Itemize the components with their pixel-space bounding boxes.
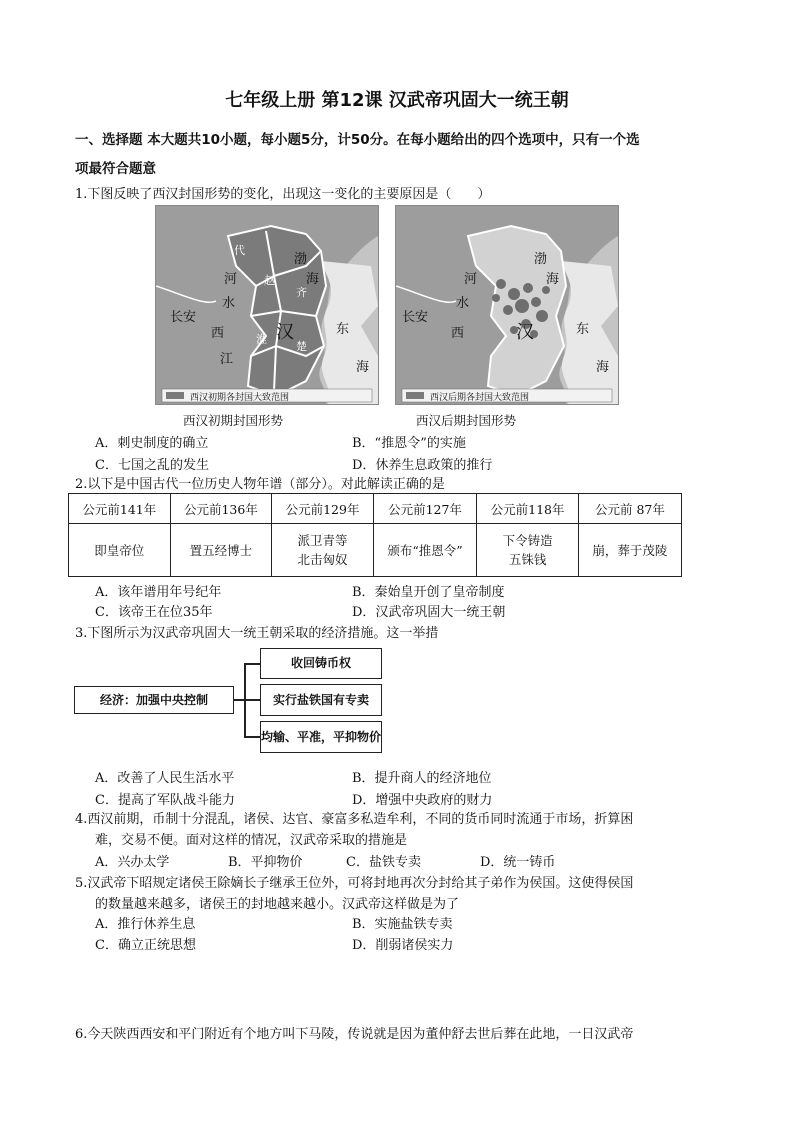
map-late-label-he: 河 — [464, 272, 478, 287]
chronology-year: 公元前118年 — [477, 494, 579, 524]
q1-option-a[interactable]: A．刺史制度的确立 — [95, 436, 209, 451]
q2-stem: 2.以下是中国古代一位历史人物年谱（部分）。对此解读正确的是 — [75, 477, 445, 492]
map-early-caption: 西汉初期封国形势 — [183, 413, 284, 428]
diagram-branch-box: 实行盐铁国有专卖 — [260, 684, 382, 716]
q1-option-d[interactable]: D．休养生息政策的推行 — [352, 458, 493, 473]
q2-option-c[interactable]: C．该帝王在位35年 — [95, 605, 213, 620]
chronology-event-text: 五铢钱 — [508, 552, 547, 567]
map-early-label-jiang: 江 — [220, 352, 234, 367]
chronology-table — [68, 493, 682, 577]
q4-option-b[interactable]: B．平抑物价 — [228, 855, 303, 870]
q2-option-a[interactable]: A．该年谱用年号纪年 — [95, 585, 222, 600]
q5-stem-line1: 5.汉武帝下昭规定诸侯王除嫡长子继承王位外，可将封地再次分封给其子弟作为侯国。这使得侯国 — [75, 876, 634, 891]
diagram-connector — [244, 736, 260, 738]
chronology-year: 公元前136年 — [170, 494, 272, 524]
chronology-event-text: 置五经博士 — [189, 542, 253, 558]
q3-option-c[interactable]: C．提高了军队战斗能力 — [95, 793, 235, 808]
chronology-event-text: 派卫青等 — [297, 533, 348, 548]
q5-stem-line2: 的数量越来越多，诸侯王的封地越来越小。汉武帝这样做是为了 — [95, 897, 460, 912]
map-early-label-changan: 长安 — [170, 310, 197, 325]
q3-option-b[interactable]: B．提升商人的经济地位 — [352, 771, 492, 786]
q4-option-c[interactable]: C．盐铁专卖 — [346, 855, 421, 870]
chronology-event — [578, 524, 681, 577]
chronology-event-text: 即皇帝位 — [94, 542, 145, 558]
chronology-event-text: 下令铸造 — [502, 533, 553, 548]
diagram-root-box: 经济：加强中央控制 — [74, 686, 234, 714]
chronology-event — [69, 524, 171, 577]
q3-option-d[interactable]: D．增强中央政府的财力 — [352, 793, 493, 808]
map-late-label-hai: 海 — [546, 272, 560, 287]
q5-option-b[interactable]: B．实施盐铁专卖 — [352, 917, 453, 932]
section-instruction-line1: 一、选择题 本大题共10小题，每小题5分，计50分。在每小题给出的四个选项中，只有一个选 — [75, 132, 640, 148]
q5-option-d[interactable]: D．削弱诸侯实力 — [352, 938, 454, 953]
map-early-western-han — [155, 205, 379, 405]
chronology-event-text: 颁布“推恩令” — [387, 542, 463, 558]
map-early-legend: 西汉初期各封国大致范围 — [190, 393, 290, 403]
map-early-label-xi: 西 — [211, 326, 225, 341]
chronology-event-text: 北击匈奴 — [297, 552, 348, 567]
map-early-graphic — [156, 206, 378, 404]
map-late-graphic — [396, 206, 618, 404]
chronology-year: 公元前129年 — [272, 494, 374, 524]
q4-option-a[interactable]: A．兴办太学 — [95, 855, 170, 870]
map-early-label-huainan: 淮 — [256, 333, 267, 346]
map-early-label-shui: 水 — [222, 296, 236, 311]
chronology-year: 公元前127年 — [373, 494, 476, 524]
map-early-label-dong: 东 — [336, 322, 350, 337]
map-early-label-dai: 代 — [234, 244, 245, 257]
chronology-event — [272, 524, 374, 577]
map-late-western-han — [395, 205, 619, 405]
chronology-year: 公元前 87年 — [578, 494, 681, 524]
q3-stem: 3.下图所示为汉武帝巩固大一统王朝采取的经济措施。这一举措 — [75, 626, 439, 641]
map-late-legend: 西汉后期各封国大致范围 — [430, 393, 530, 403]
q1-stem: 1.下图反映了西汉封国形势的变化，出现这一变化的主要原因是（ ） — [75, 187, 491, 202]
chronology-event-row — [69, 524, 682, 577]
q2-option-d[interactable]: D．汉武帝巩固大一统王朝 — [352, 605, 506, 620]
q4-option-d[interactable]: D．统一铸币 — [480, 855, 556, 870]
map-late-label-xi: 西 — [451, 326, 465, 341]
q5-option-c[interactable]: C．确立正统思想 — [95, 938, 196, 953]
map-early-label-chu: 楚 — [296, 340, 307, 353]
map-early-label-bo: 渤 — [294, 252, 308, 267]
q1-option-b[interactable]: B．“推恩令”的实施 — [352, 436, 466, 451]
q3-option-a[interactable]: A．改善了人民生活水平 — [95, 771, 235, 786]
diagram-branch-box: 收回铸币权 — [260, 648, 382, 679]
map-late-label-changan: 长安 — [402, 310, 429, 325]
map-late-label-han: 汉 — [516, 322, 534, 343]
diagram-branch-box: 均输、平准，平抑物价 — [260, 721, 382, 753]
q6-stem: 6.今天陕西西安和平门附近有个地方叫下马陵，传说就是因为董仲舒去世后葬在此地，一日汉武帝 — [75, 1027, 634, 1042]
map-early-label-hai: 海 — [306, 272, 320, 287]
diagram-connector — [244, 699, 260, 701]
map-late-label-hai2: 海 — [596, 360, 610, 375]
map-early-label-han: 汉 — [276, 322, 294, 343]
chronology-event — [373, 524, 476, 577]
map-late-label-dong: 东 — [576, 322, 590, 337]
chronology-event-text: 崩，葬于茂陵 — [592, 542, 668, 558]
map-early-label-qi: 齐 — [296, 286, 307, 299]
diagram-connector — [244, 663, 260, 665]
map-late-caption: 西汉后期封国形势 — [416, 413, 517, 428]
q2-option-b[interactable]: B．秦始皇开创了皇帝制度 — [352, 585, 505, 600]
chronology-year-row — [69, 494, 682, 524]
q1-option-c[interactable]: C．七国之乱的发生 — [95, 458, 209, 473]
chronology-event — [477, 524, 579, 577]
map-late-label-bo: 渤 — [534, 252, 548, 267]
map-early-label-zhao: 赵 — [264, 274, 275, 287]
map-early-label-hai2: 海 — [356, 360, 370, 375]
q4-stem-line1: 4.西汉前期，币制十分混乱，诸侯、达官、豪富多私造牟利，不同的货币同时流通于市场，折算困 — [75, 812, 634, 827]
q4-stem-line2: 难，交易不便。面对这样的情况，汉武帝采取的措施是 — [95, 833, 408, 848]
section-instruction-line2: 项最符合题意 — [75, 161, 156, 177]
chronology-year: 公元前141年 — [69, 494, 171, 524]
map-early-label-he: 河 — [224, 272, 238, 287]
chronology-event — [170, 524, 272, 577]
map-late-label-shui: 水 — [456, 296, 470, 311]
q5-option-a[interactable]: A．推行休养生息 — [95, 917, 196, 932]
page-title: 七年级上册 第12课 汉武帝巩固大一统王朝 — [225, 90, 569, 111]
